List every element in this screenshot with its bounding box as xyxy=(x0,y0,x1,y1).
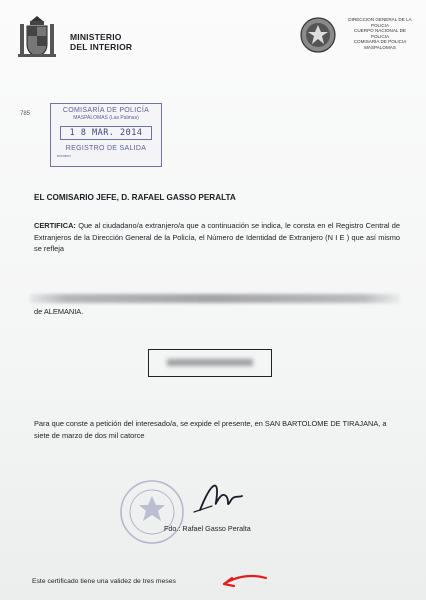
police-line-2: POLICIA xyxy=(370,22,390,28)
stamp-register: REGISTRO DE SALIDA xyxy=(65,145,147,152)
official-seal-icon xyxy=(118,478,186,546)
stamp-date: 1 8 MAR. 2014 xyxy=(60,126,151,140)
ministry-line-2: DEL INTERIOR xyxy=(70,42,133,52)
nie-number-box xyxy=(148,349,272,377)
stamp-number-label: número xyxy=(57,153,71,158)
stamp-office: COMISARÍA DE POLICÍA xyxy=(62,107,150,114)
signature-line: Fdo.: Rafael Gasso Peralta xyxy=(164,524,251,533)
police-line-4: POLICIA xyxy=(370,33,390,39)
stamp-location: MASPALOMAS (Las Palmas) xyxy=(73,115,139,121)
registry-stamp xyxy=(50,103,162,167)
certification-paragraph xyxy=(34,220,400,255)
reference-number: 785 xyxy=(20,111,31,117)
nationality: de ALEMANIA. xyxy=(34,307,84,316)
redacted-nie xyxy=(167,359,253,366)
closing-paragraph: Para que conste a petición del interesado/a, se expide el presente, en SAN BARTOLOME DE TIRAJANA, a siete de marzo de dos mil catorce xyxy=(34,419,387,440)
redacted-name xyxy=(30,294,400,303)
ministry-line-1: MINISTERIO xyxy=(70,32,122,42)
police-heading xyxy=(338,17,422,51)
police-line-6: MASPALOMAS xyxy=(364,44,396,50)
police-line-3: CUERPO NACIONAL DE xyxy=(354,28,406,34)
ministry-title xyxy=(70,32,132,52)
police-line-1: DIRECCION GENERAL DE LA xyxy=(348,17,412,22)
certifica-text: Que al ciudadano/a extranjero/a que a continuación se indica, le consta en el Registro Central de Extranjeros de la Dirección General de la Policía, el Número de Identidad de Extranjero (N I E ) que así mismo se refleja xyxy=(34,221,400,253)
police-badge-icon xyxy=(299,16,337,54)
red-arrow-annotation xyxy=(218,570,270,590)
validity-note: Este certificado tiene una validez de tres meses xyxy=(32,578,176,585)
issuer-heading: EL COMISARIO JEFE, D. RAFAEL GASSO PERALTA xyxy=(34,193,236,202)
police-line-5: COMISARIA DE POLICIA xyxy=(353,39,407,45)
certifica-label: CERTIFICA: xyxy=(34,221,76,230)
signature xyxy=(190,476,250,516)
spain-coat-of-arms-icon xyxy=(18,14,56,60)
